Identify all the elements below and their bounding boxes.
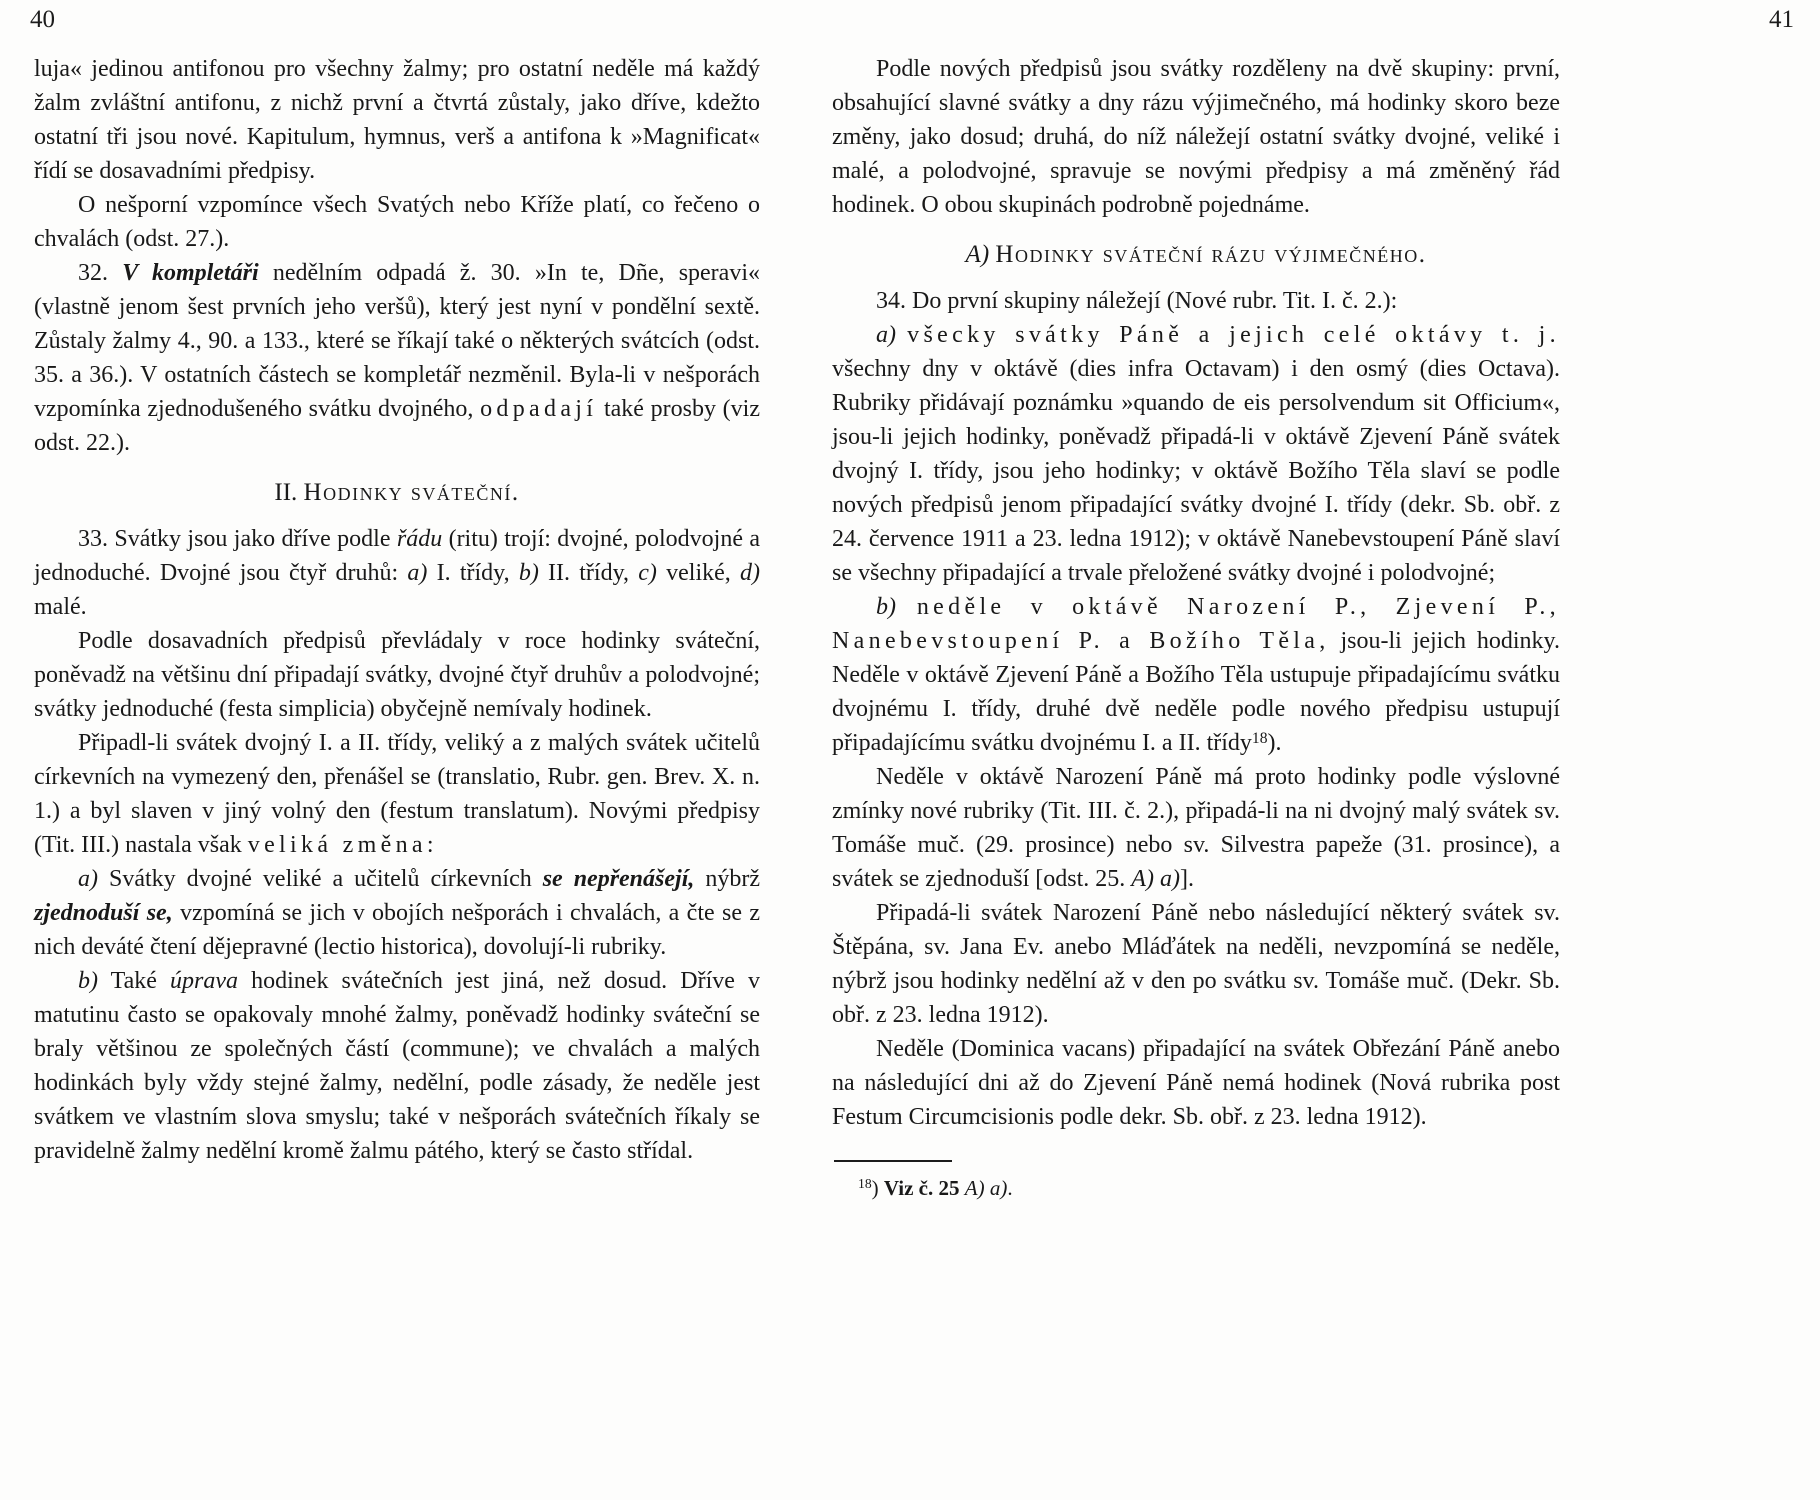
paragraph-nativity-on-sunday: Připadá-li svátek Narození Páně nebo následující některý svátek sv. Štěpána, sv. Jana Ev. anebo Mláďátek na neděli, nevzpomíná se neděle, nýbrž jsou hodinky nedělní až v den po svátku sv. Tomáše muč. (Dekr. Sb. obř. z 23. ledna 1912). <box>832 900 1560 1028</box>
left-page-text-column <box>34 52 760 1168</box>
paragraph-vesper-commemoration: O nešporní vzpomínce všech Svatých nebo Kříže platí, co řečeno o chvalách (odst. 27.). <box>34 192 760 252</box>
section-heading-hodinky-svatecni: II. Hodinky sváteční. <box>274 479 520 506</box>
paragraph-32-compline: 32. V kompletáři nedělním odpadá ž. 30. »In te, Dñe, speravi« (vlastně jenom šest prvních jeho veršů), který jest nyní v pondělní sextě. Zůstaly žalmy 4., 90. a 133., které se říkají také o některých svátcích (odst. 35. a 36.). V ostatních částech se kompletář nezměnil. Byla-li v nešporách vzpomínka zjednodušeného svátku dvojného, odpadají také prosby (viz odst. 22.). <box>34 260 760 456</box>
paragraph-b-uprava-hodinek: b) Také úprava hodinek svátečních jest jiná, než dosud. Dříve v matutinu často se opakovaly mnohé žalmy, poněvadž hodinky sváteční se braly většinou ze společných částí (commune); ve chvalách a malých hodinkách byly vždy stejné žalmy, nedělní, podle zásady, že neděle jest svátkem ve vlastním slova smyslu; také v nešporách svátečních říkaly se pravidelně žalmy nedělní kromě žalmu pátého, který se často střídal. <box>34 968 760 1164</box>
paragraph-b-sundays-in-octaves: b) neděle v oktávě Narození P., Zjevení P., Nanebevstoupení P. a Božího Těla, jsou-li jejich hodinky. Neděle v oktávě Zjevení Páně a Božího Těla ustupuje připadajícímu svátku dvojnému I. třídy, druhé dvě neděle podle nového předpisu ustupují připadajícímu svátku dvojnému I. a II. třídy$^{18}$). <box>832 594 1560 756</box>
page-number-right: 41 <box>1769 6 1794 33</box>
footnote-18: $^{18}$) Viz č. 25 A) a). <box>858 1176 1013 1200</box>
paragraph-antiphon-continuation: luja« jedinou antifonou pro všechny žalmy; pro ostatní neděle má každý žalm zvláštní antifonu, z nichž první a čtvrtá zůstaly, jako dříve, kdežto ostatní tři jsou nové. Kapitulum, hymnus, verš a antifona k »Magnificat« řídí se dosavadními předpisy. <box>34 56 760 184</box>
paragraph-33-feast-classes: 33. Svátky jsou jako dříve podle řádu (ritu) trojí: dvojné, polodvojné a jednoduché. Dvojné jsou čtyř druhů: a) I. třídy, b) II. třídy, c) veliké, d) malé. <box>34 526 761 620</box>
footnote-separator-rule <box>834 1160 952 1162</box>
paragraph-sunday-nativity-octave: Neděle v oktávě Narození Páně má proto hodinky podle výslovné zmínky nové rubriky (Tit. III. č. 2.), připadá-li na ni dvojný malý svátek sv. Tomáše muč. (29. prosince) nebo sv. Silvestra papeže (31. prosince), a svátek se zjednoduší [odst. 25. A) a)]. <box>832 764 1560 892</box>
paragraph-34-first-group: 34. Do první skupiny náležejí (Nové rubr. Tit. I. č. 2.): <box>876 288 1398 314</box>
paragraph-dominica-vacans: Neděle (Dominica vacans) připadající na svátek Obřezání Páně anebo na následující dni až do Zjevení Páně nemá hodinek (Nová rubrika post Festum Circumcisionis podle dekr. Sb. obř. z 23. ledna 1912). <box>832 1036 1560 1130</box>
footnote-block <box>832 1160 1560 1202</box>
paragraph-a-feasts-of-lord-octaves: a) všecky svátky Páně a jejich celé oktávy t. j. všechny dny v oktávě (dies infra Octavam) i den osmý (dies Octava). Rubriky přidávají poznámku »quando de eis persolvendum sit Officium«, jsou-li jejich hodinky, poněvadž připadá-li v oktávě Zjevení Páně svátek dvojný I. třídy, jsou jeho hodinky; v oktávě Božího Těla slaví se podle nových předpisů jenom připadající svátky dvojné I. třídy (dekr. Sb. obř. z 24. července 1911 a 23. ledna 1912); v oktávě Nanebevstoupení Páně slaví se všechny připadající a trvale přeložené svátky dvojné i polodvojné; <box>832 322 1560 586</box>
paragraph-previous-rules: Podle dosavadních předpisů převládaly v roce hodinky sváteční, poněvadž na většinu dní připadají svátky, dvojné čtyř druhův a polodvojné; svátky jednoduché (festa simplicia) obyčejně nemívaly hodinek. <box>34 628 760 722</box>
paragraph-translatio: Připadl-li svátek dvojný I. a II. třídy, veliký a z malých svátek učitelů církevních na vymezený den, přenášel se (translatio, Rubr. gen. Brev. X. n. 1.) a byl slaven v jiný volný den (festum translatum). Novými předpisy (Tit. III.) nastala však veliká změna: <box>34 730 760 858</box>
page-number-left: 40 <box>30 6 55 33</box>
section-heading-a-hodinky-vyjimecneho: A) Hodinky sváteční rázu výjimečného. <box>965 241 1427 268</box>
paragraph-a-feasts-not-transferred: a) Svátky dvojné veliké a učitelů církevních se nepřenášejí, nýbrž zjednoduší se, vzpomíná se jich v obojích nešporách i chvalách, a čte se z nich deváté čtení dějepravné (lectio historica), dovolují-li rubriky. <box>34 866 760 960</box>
right-page-text-column <box>832 52 1560 1202</box>
paragraph-two-groups: Podle nových předpisů jsou svátky rozděleny na dvě skupiny: první, obsahující slavné svátky a dny rázu výjimečného, má hodinky skoro beze změny, jako dosud; druhá, do níž náležejí ostatní svátky dvojné, veliké i malé, a polodvojné, spravuje se novými předpisy a má změněný řád hodinek. O obou skupinách podrobně pojednáme. <box>832 56 1560 218</box>
